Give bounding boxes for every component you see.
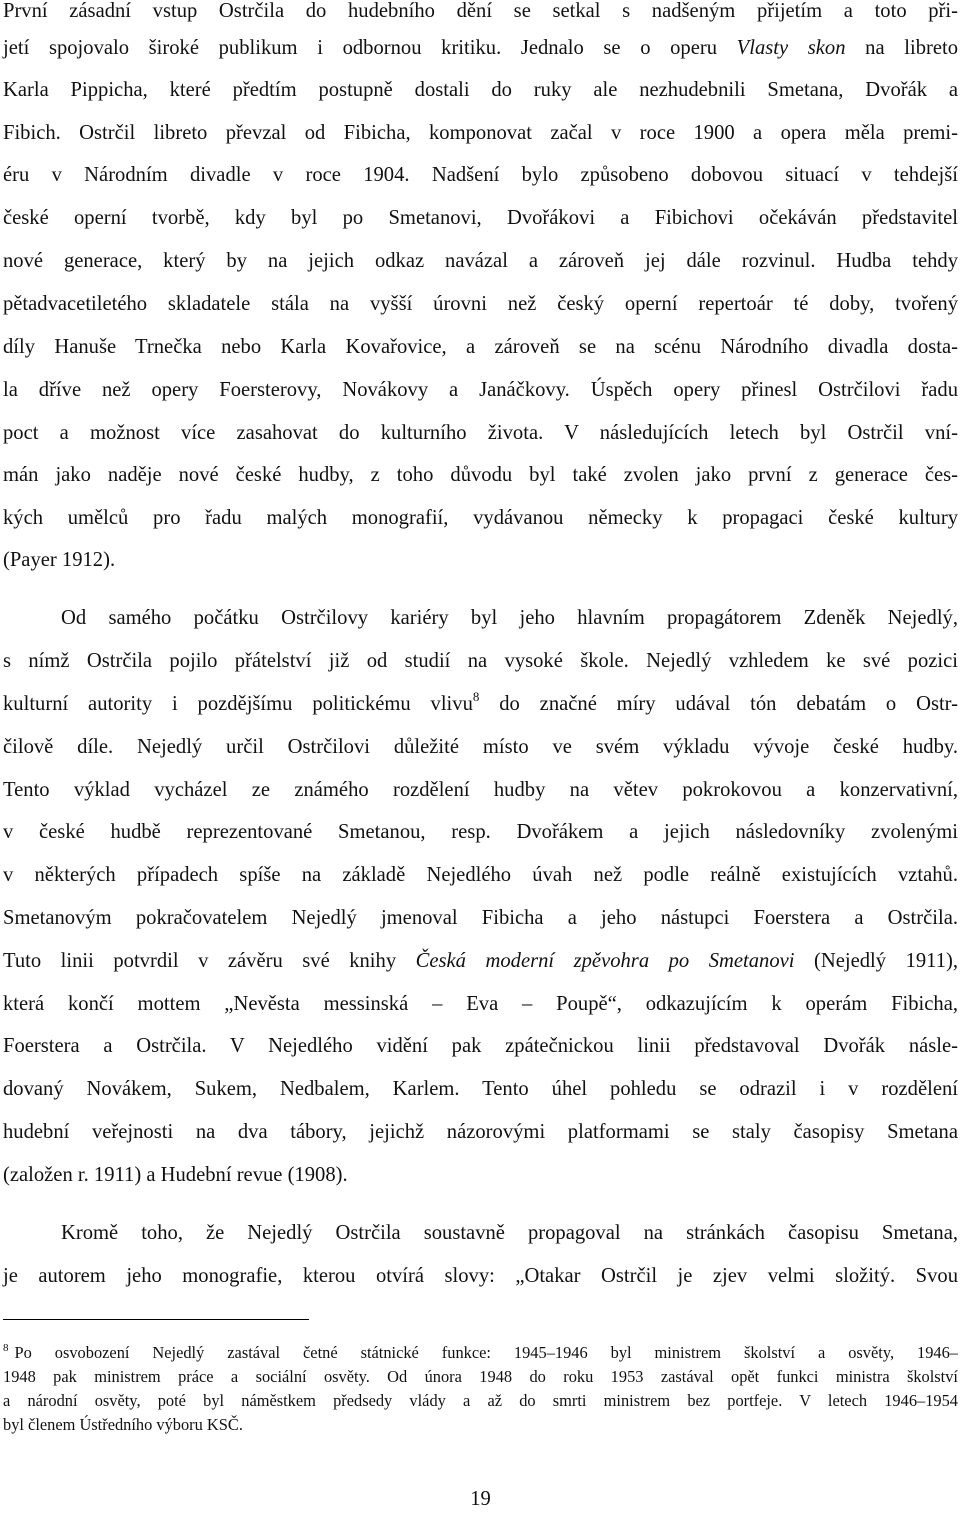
text-segment: do značné míry udával tón debatám o Ostr- [479, 693, 958, 715]
text-line: poct a možnost více zasahovat do kulturního života. V následujících letech byl Ostrčil vní- [3, 422, 958, 444]
text-line: Smetanovým pokračovatelem Nejedlý jmenoval Fibicha a jeho nástupci Foerstera a Ostrčila. [3, 907, 958, 929]
text-line [3, 34, 958, 62]
text-line: Od samého počátku Ostrčilovy kariéry byl jeho hlavním propagátorem Zdeněk Nejedlý, [61, 607, 958, 629]
footnote-text: 1948 pak ministrem práce a sociální osvěty. Od února 1948 do roku 1953 zastával opět funkci ministra školství [3, 1367, 958, 1386]
text-segment: (Nejedlý 1911), [794, 950, 959, 972]
footnote-text: Po osvobození Nejedlý zastával četné státnické funkce: 1945–1946 byl ministrem školství a osvěty, 1946– [14, 1343, 958, 1362]
text-segment: na libreto [845, 37, 959, 59]
text-line: s nímž Ostrčila pojilo přátelství již od studií na vysoké škole. Nejedlý vzhledem ke své pozici [3, 650, 958, 672]
footnote-line [3, 1390, 958, 1412]
text-line: První zásadní vstup Ostrčila do hudebního dění se setkal s nadšeným přijetím a toto při- [3, 0, 958, 22]
footnote-number: 8 [3, 1342, 9, 1354]
italic-title: Česká moderní zpěvohra po Smetanovi [415, 950, 795, 972]
text-line: je autorem jeho monografie, kterou otvírá slovy: „Otakar Ostrčil je zjev velmi složitý. Svou [3, 1265, 958, 1287]
text-line: díly Hanuše Trnečka nebo Karla Kovařovice, a zároveň se na scénu Národního divadla dosta- [3, 336, 958, 358]
text-line: Tento výklad vycházel ze známého rozdělení hudby na větev pokrokovou a konzervativní, [3, 779, 958, 801]
footnote-line [3, 1342, 958, 1366]
text-segment: Tuto linii potvrdil v závěru své knihy [3, 950, 416, 972]
text-line: která končí mottem „Nevěsta messinská – Eva – Poupě“, odkazujícím k operám Fibicha, [3, 993, 958, 1015]
text-line: hudební veřejnosti na dva tábory, jejichž názorovými platformami se staly časopisy Smetana [3, 1121, 958, 1143]
text-line: la dříve než opery Foersterovy, Novákovy a Janáčkovy. Úspěch opery přinesl Ostrčilovi řadu [3, 379, 958, 401]
text-line: české operní tvorbě, kdy byl po Smetanovi, Dvořákovi a Fibichovi očekáván představitel [3, 207, 958, 229]
footnote-separator [3, 1319, 309, 1320]
text-line: čilově díle. Nejedlý určil Ostrčilovi důležité místo ve svém výkladu vývoje české hudby. [3, 736, 958, 758]
text-line: Foerstera a Ostrčila. V Nejedlého vidění pak zpátečnickou linii představoval Dvořák násle- [3, 1035, 958, 1057]
text-line [3, 947, 958, 975]
footnote-text: a národní osvěty, poté byl náměstkem předsedy vlády a až do smrti ministrem bez portfeje. V letech 1946–1954 [3, 1391, 958, 1410]
footnote-reference: 8 [472, 689, 480, 704]
page-number: 19 [470, 1488, 491, 1510]
text-line: Fibich. Ostrčil libreto převzal od Fibicha, komponovat začal v roce 1900 a opera měla premi- [3, 122, 958, 144]
text-line: mán jako naděje nové české hudby, z toho důvodu byl také zvolen jako první z generace čes- [3, 464, 958, 486]
text-segment: kulturní autority i pozdějšímu politickému vlivu [3, 693, 473, 715]
text-line: nové generace, který by na jejich odkaz navázal a zároveň jej dále rozvinul. Hudba tehdy [3, 250, 958, 272]
text-line [3, 690, 958, 720]
text-line: v české hudbě reprezentované Smetanou, resp. Dvořákem a jejich následovníky zvolenými [3, 821, 958, 843]
text-segment: jetí spojovalo široké publikum i odbornou kritiku. Jednalo se o operu [3, 37, 737, 59]
footnote-text: byl členem Ústředního výboru KSČ. [3, 1415, 243, 1434]
footnote-line [3, 1414, 958, 1436]
text-line: kých umělců pro řadu malých monografií, vydávanou německy k propagaci české kultury [3, 507, 958, 529]
text-line: pětadvacetiletého skladatele stála na vyšší úrovni než český operní repertoár té doby, tvořený [3, 293, 958, 315]
italic-title: Vlasty skon [736, 37, 846, 59]
text-line: Karla Pippicha, které předtím postupně dostali do ruky ale nezhudebnili Smetana, Dvořák a [3, 79, 958, 101]
text-line: Kromě toho, že Nejedlý Ostrčila soustavně propagoval na stránkách časopisu Smetana, [61, 1222, 958, 1244]
text-line: (založen r. 1911) a Hudební revue (1908). [3, 1164, 348, 1186]
text-line: v některých případech spíše na základě Nejedlého úvah než podle reálně existujících vztahů. [3, 864, 958, 886]
text-line: (Payer 1912). [3, 549, 116, 571]
footnote-line [3, 1366, 958, 1388]
text-line: dovaný Novákem, Sukem, Nedbalem, Karlem. Tento úhel pohledu se odrazil i v rozdělení [3, 1078, 958, 1100]
text-line: éru v Národním divadle v roce 1904. Nadšení bylo způsobeno dobovou situací v tehdejší [3, 164, 958, 186]
